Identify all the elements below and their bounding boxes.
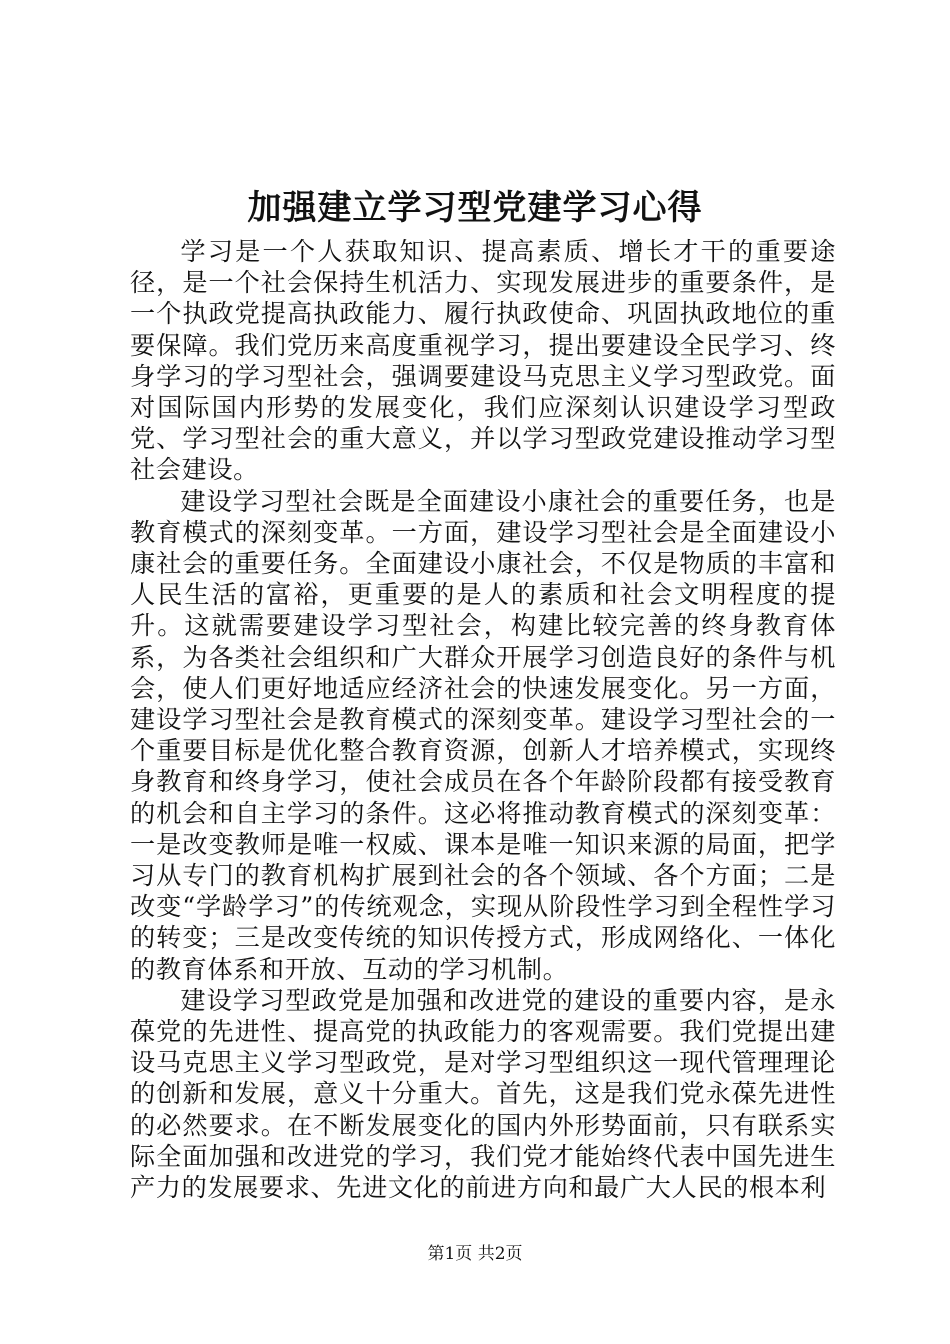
document-body: [130, 236, 836, 1203]
document-title: 加强建立学习型党建学习心得: [247, 188, 703, 228]
paragraph-1: 学习是一个人获取知识、提高素质、增长才干的重要途径，是一个社会保持生机活力、实现发展进步的重要条件，是一个执政党提高执政能力、履行执政使命、巩固执政地位的重要保障。我们党历来高度重视学习，提出要建设全民学习、终身学习的学习型社会，强调要建设马克思主义学习型政党。面对国际国内形势的发展变化，我们应深刻认识建设学习型政党、学习型社会的重大意义，并以学习型政党建设推动学习型社会建设。: [130, 237, 836, 485]
paragraph-2: 建设学习型社会既是全面建设小康社会的重要任务，也是教育模式的深刻变革。一方面，建设学习型社会是全面建设小康社会的重要任务。全面建设小康社会，不仅是物质的丰富和人民生活的富裕，更重要的是人的素质和社会文明程度的提升。这就需要建设学习型社会，构建比较完善的终身教育体系，为各类社会组织和广大群众开展学习创造良好的条件与机会，使人们更好地适应经济社会的快速发展变化。另一方面，建设学习型社会是教育模式的深刻变革。建设学习型社会的一个重要目标是优化整合教育资源，创新人才培养模式，实现终身教育和终身学习，使社会成员在各个年龄阶段都有接受教育的机会和自主学习的条件。这必将推动教育模式的深刻变革：一是改变教师是唯一权威、课本是唯一知识来源的局面，把学习从专门的教育机构扩展到社会的各个领域、各个方面；二是改变“学龄学习”的传统观念，实现从阶段性学习到全程性学习的转变；三是改变传统的知识传授方式，形成网络化、一体化的教育体系和开放、互动的学习机制。: [130, 486, 836, 984]
page-number-footer: 第1页 共2页: [427, 1244, 523, 1264]
paragraph-3: 建设学习型政党是加强和改进党的建设的重要内容，是永葆党的先进性、提高党的执政能力的客观需要。我们党提出建设马克思主义学习型政党，是对学习型组织这一现代管理理论的创新和发展，意义十分重大。首先，这是我们党永葆先进性的必然要求。在不断发展变化的国内外形势面前，只有联系实际全面加强和改进党的学习，我们党才能始终代表中国先进生产力的发展要求、先进文化的前进方向和最广大人民的根本利: [130, 985, 836, 1203]
